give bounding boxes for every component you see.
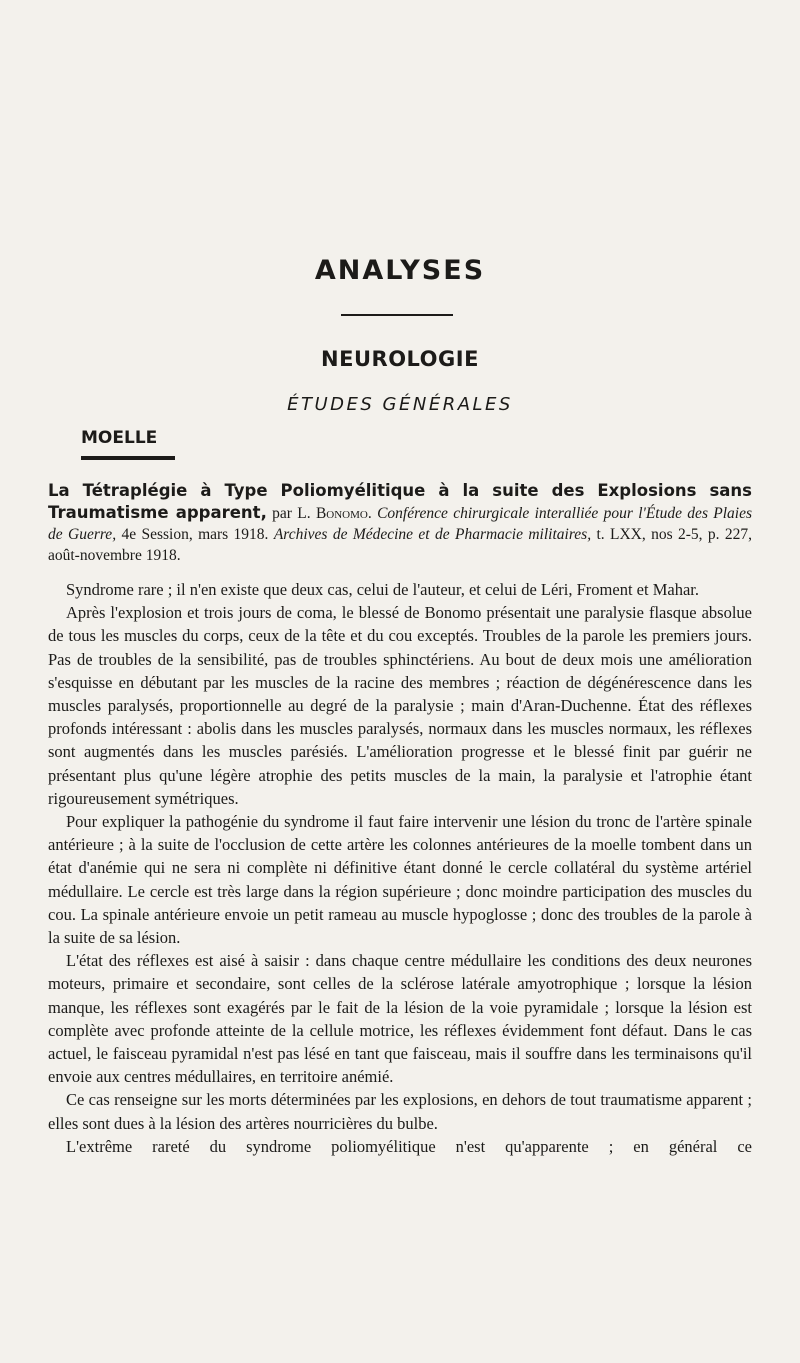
article-title: La Tétraplégie à Type Poliomyélitique à la suite des Explosions sans Traumatisme apparent,	[48, 481, 752, 522]
article-conference: Conférence chirurgicale interalliée pour l'Étude des Plaies de Guerre,	[48, 505, 753, 543]
article-citation: t. LXX, nos 2-5, p. 227, août-novembre 1918.	[48, 526, 753, 564]
article-header	[48, 480, 752, 566]
article-author: Bonomo.	[315, 505, 372, 522]
rubric-underline	[81, 456, 175, 460]
rubric-title: MOELLE	[81, 428, 158, 448]
subsection-title: ÉTUDES GÉNÉRALES	[287, 394, 513, 415]
paragraph: Après l'explosion et trois jours de coma, le blessé de Bonomo présentait une paralysie flasque absolue de tous les muscles du corps, ceux de la tête et du cou exceptés. Troubles de la parole les premiers jours. Pas de troubles de la sensibilité, pas de troubles sphinctériens. Au bout de deux mois une amélioration s'esquisse en débutant par les muscles de la racine des membres ; réaction de dégénérescence dans les muscles paralysés, proportionnelle au degré de la paralysie ; main d'Aran-Duchenne. État des réflexes profonds intéressant : abolis dans les muscles paralysés, normaux dans les muscles normaux, les réflexes sont augmentés dans les muscles parésiés. L'amélioration progresse et le blessé finit par guérir ne présentant plus qu'une légère atrophie des petits muscles de la main, la paralysie et l'atrophie étant rigoureusement symétriques.	[48, 603, 752, 808]
paragraph: Ce cas renseigne sur les morts déterminées par les explosions, en dehors de tout traumatisme apparent ; elles sont dues à la lésion des artères nourricières du bulbe.	[48, 1090, 752, 1133]
paragraph: Syndrome rare ; il n'en existe que deux cas, celui de l'auteur, et celui de Léri, Froment et Mahar.	[66, 580, 699, 599]
article-session: 4e Session, mars 1918.	[121, 526, 269, 543]
article-par: par L.	[272, 505, 311, 522]
page-title: ANALYSES	[314, 255, 486, 286]
section-title: NEUROLOGIE	[321, 347, 479, 371]
article-body	[48, 578, 752, 1158]
paragraph: L'état des réflexes est aisé à saisir : dans chaque centre médullaire les conditions des deux neurones moteurs, primaire et secondaire, sont celles de la sclérose latérale amyotrophique ; lorsque la lésion manque, les réflexes sont exagérés par le fait de la lésion de la voie pyramidale ; lorsque la lésion est complète avec profonde atteinte de la cellule motrice, les réflexes évidemment font défaut. Dans le cas actuel, le faisceau pyramidal n'est pas lésé en tant que faisceau, mais il souffre dans les terminaisons qu'il envoie aux centres médullaires, en territoire anémié.	[48, 951, 752, 1087]
paragraph: L'extrême rareté du syndrome poliomyélitique n'est qu'apparente ; en général ce	[66, 1136, 752, 1156]
paragraph: Pour expliquer la pathogénie du syndrome il faut faire intervenir une lésion du tronc de l'artère spinale antérieure ; à la suite de l'occlusion de cette artère les colonnes antérieures de la moelle tombent dans un état d'anémie qui ne sera ni complète ni définitive étant donné le cercle collatéral du système artériel médullaire. Le cercle est très large dans la région supérieure ; donc moindre participation des muscles du cou. La spinale antérieure envoie un petit rameau au muscle hypoglosse ; donc des troubles de la parole à la suite de sa lésion.	[48, 812, 752, 948]
article-journal: Archives de Médecine et de Pharmacie militaires,	[273, 526, 592, 543]
title-divider	[341, 314, 453, 316]
